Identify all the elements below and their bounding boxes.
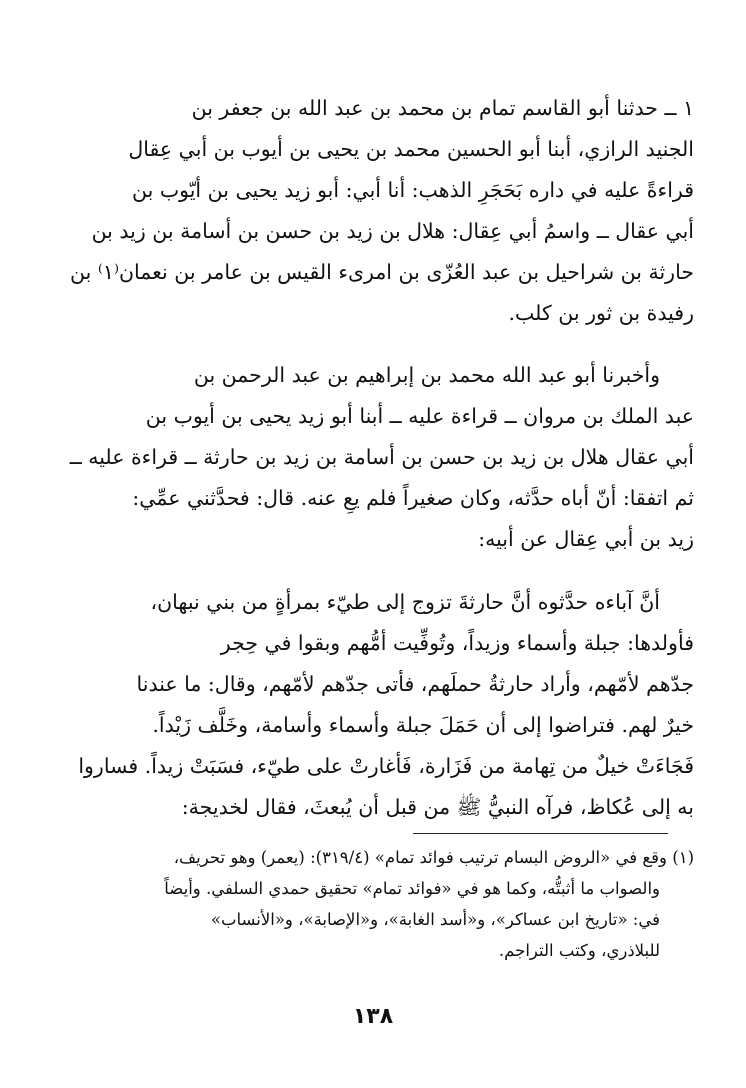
footnote-separator xyxy=(413,833,668,834)
text-line: زيد بن أبي عِقال عن أبيه: xyxy=(478,527,694,551)
paragraph-narration xyxy=(66,582,694,828)
text-line: أبي عقال هلال بن زيد بن حسن بن أسامة بن زيد بن حارثة ــ قراءة عليه ــ xyxy=(69,445,694,469)
text-line: حارثة بن شراحيل بن عبد العُزّى بن امرىء القيس بن عامر بن نعمان⁽١⁾ بن xyxy=(70,260,694,284)
text-line: أبي عقال ــ واسمُ أبي عِقال: هلال بن زيد بن حسن بن أسامة بن زيد بن xyxy=(91,219,694,243)
footnote-line: للبلاذري، وكتب التراجم. xyxy=(498,941,660,960)
text-line: ثم اتفقا: أنّ أباه حدَّثه، وكان صغيراً فلم يعِ عنه. قال: فحدَّثني عمِّي: xyxy=(132,486,694,510)
text-line: أنَّ آباءه حدَّثوه أنَّ حارثةَ تزوج إلى طيّء بمرأةٍ من بني نبهان، xyxy=(150,590,660,614)
paragraph-isnad-1 xyxy=(66,88,694,334)
text-line: الجنيد الرازي، أبنا أبو الحسين محمد بن يحيى بن أيوب بن أبي عِقال xyxy=(128,137,694,161)
footnotes xyxy=(66,842,694,966)
paragraph-isnad-2 xyxy=(66,355,694,560)
text-line: رفيدة بن ثور بن كلب. xyxy=(508,301,694,325)
text-line: فَجَاءَتْ خيلٌ من تِهامة من فَزَارة، فَأغارتْ على طيّء، فسَبَتْ زيداً. فساروا xyxy=(78,754,694,778)
text-line: قراءةً عليه في داره بَحَجَرِ الذهب: أنا أبي: أبو زيد يحيى بن أيّوب بن xyxy=(132,178,694,202)
text-line: وأخبرنا أبو عبد الله محمد بن إبراهيم بن عبد الرحمن بن xyxy=(193,363,660,387)
text-line: خيرٌ لهم. فتراضوا إلى أن حَمَلَ جبلة وأسماء وأسامة، وخَلَّف زَيْداً. xyxy=(152,713,694,737)
footnote-line: في: «تاريخ ابن عساكر»، و«أسد الغابة»، و«الإصابة»، و«الأنساب» xyxy=(210,910,660,929)
text-line: جدّهم لأمّهم، وأراد حارثةُ حملَهم، فأتى جدّهم لأمّهم، وقال: ما عندنا xyxy=(136,672,694,696)
text-line: عبد الملك بن مروان ــ قراءة عليه ــ أبنا أبو زيد يحيى بن أيوب بن xyxy=(145,404,694,428)
page-number: ١٣٨ xyxy=(352,1004,394,1029)
text-line: به إلى عُكاظ، فرآه النبيُّ ﷺ من قبل أن يُبعثَ، فقال لخديجة: xyxy=(181,795,694,819)
text-line: ١ ــ حدثنا أبو القاسم تمام بن محمد بن عبد الله بن جعفر بن xyxy=(191,96,694,120)
footnote-line: والصواب ما أثبتُّه، وكما هو في «فوائد تمام» تحقيق حمدي السلفي. وأيضاً xyxy=(164,879,660,898)
text-line: فأولدها: جبلة وأسماء وزيداً، وتُوفِّيت أمُّهم وبقوا في حِجر xyxy=(220,631,694,655)
footnote-line: (١) وقع في «الروض البسام ترتيب فوائد تمام» (٣١٩/٤): (يعمر) وهو تحريف، xyxy=(173,848,694,867)
